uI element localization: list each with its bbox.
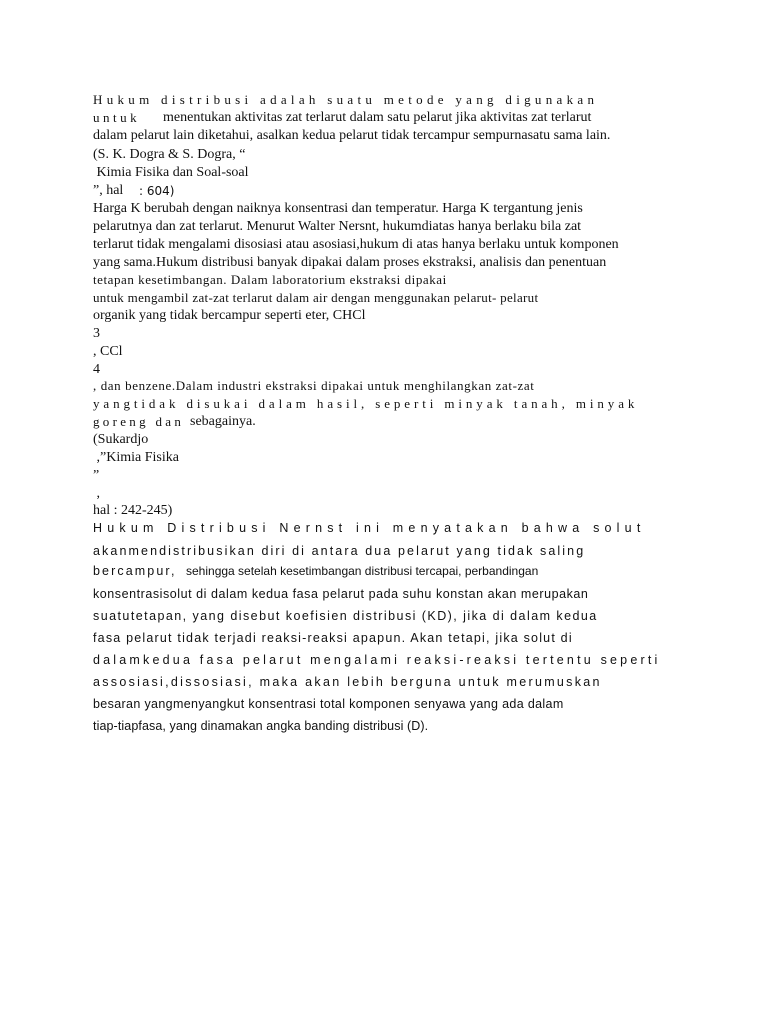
text-line: yang sama.Hukum distribusi banyak dipakai dalam proses ekstraksi, analisis dan penentuan [93, 255, 607, 270]
text-line: organik yang tidak bercampur seperti eter, CHCl [93, 308, 366, 323]
text-line: terlarut tidak mengalami disosiasi atau asosiasi,hukum di atas hanya berlaku untuk komponen [93, 237, 619, 252]
text-line: fasa pelarut tidak terjadi reaksi-reaksi apapun. Akan tetapi, jika solut di [93, 631, 573, 645]
text-line: untuk mengambil zat-zat terlarut dalam air dengan menggunakan pelarut- pelarut [93, 290, 539, 305]
text-line: (Sukardjo [93, 432, 149, 447]
text-line: 3 [93, 326, 100, 341]
text-line: , CCl [93, 344, 123, 359]
text-line: ” [93, 468, 100, 483]
text-line: tiap-tiapfasa, yang dinamakan angka banding distribusi (D). [93, 719, 429, 733]
text-line: hal : 242-245) [93, 503, 173, 518]
text-line: ,”Kimia Fisika [93, 450, 179, 465]
text-line: Harga K berubah dengan naiknya konsentrasi dan temperatur. Harga K tergantung jenis [93, 201, 583, 216]
text-line: dalam pelarut lain diketahui, asalkan kedua pelarut tidak tercampur sempurnasatu sama lain. [93, 128, 611, 143]
text-line: assosiasi,dissosiasi, maka akan lebih berguna untuk merumuskan [93, 675, 602, 689]
text-line: : 604) [139, 184, 175, 198]
text-line: bercampur, [93, 564, 177, 578]
text-line: sehingga setelah kesetimbangan distribusi tercapai, perbandingan [186, 564, 539, 578]
text-line: ”, hal [93, 183, 124, 198]
text-line: untuk [93, 110, 141, 125]
text-line: besaran yangmenyangkut konsentrasi total komponen senyawa yang ada dalam [93, 697, 564, 711]
text-line: (S. K. Dogra & S. Dogra, “ [93, 147, 246, 162]
text-line: akanmendistribusikan diri di antara dua pelarut yang tidak saling [93, 544, 586, 558]
text-line: menentukan aktivitas zat terlarut dalam satu pelarut jika aktivitas zat terlarut [163, 110, 592, 125]
text-line: Hukum Distribusi Nernst ini menyatakan bahwa solut [93, 521, 646, 535]
text-line: , dan benzene.Dalam industri ekstraksi dipakai untuk menghilangkan zat-zat [93, 378, 535, 393]
text-line: konsentrasisolut di dalam kedua fasa pelarut pada suhu konstan akan merupakan [93, 587, 589, 601]
text-line: , [93, 486, 100, 501]
text-line: tetapan kesetimbangan. Dalam laboratorium ekstraksi dipakai [93, 272, 447, 287]
text-line: goreng dan [93, 414, 185, 429]
text-line: 4 [93, 362, 100, 377]
text-line: dalamkedua fasa pelarut mengalami reaksi-reaksi tertentu seperti [93, 653, 661, 667]
text-line: Kimia Fisika dan Soal-soal [93, 165, 249, 180]
text-line: yangtidak disukai dalam hasil, seperti minyak tanah, minyak [93, 396, 639, 411]
text-line: suatutetapan, yang disebut koefisien distribusi (KD), jika di dalam kedua [93, 609, 598, 623]
text-line: sebagainya. [190, 414, 256, 429]
text-line: pelarutnya dan zat terlarut. Menurut Walter Nersnt, hukumdiatas hanya berlaku bila zat [93, 219, 582, 234]
text-line: Hukum distribusi adalah suatu metode yang digunakan [93, 92, 599, 107]
